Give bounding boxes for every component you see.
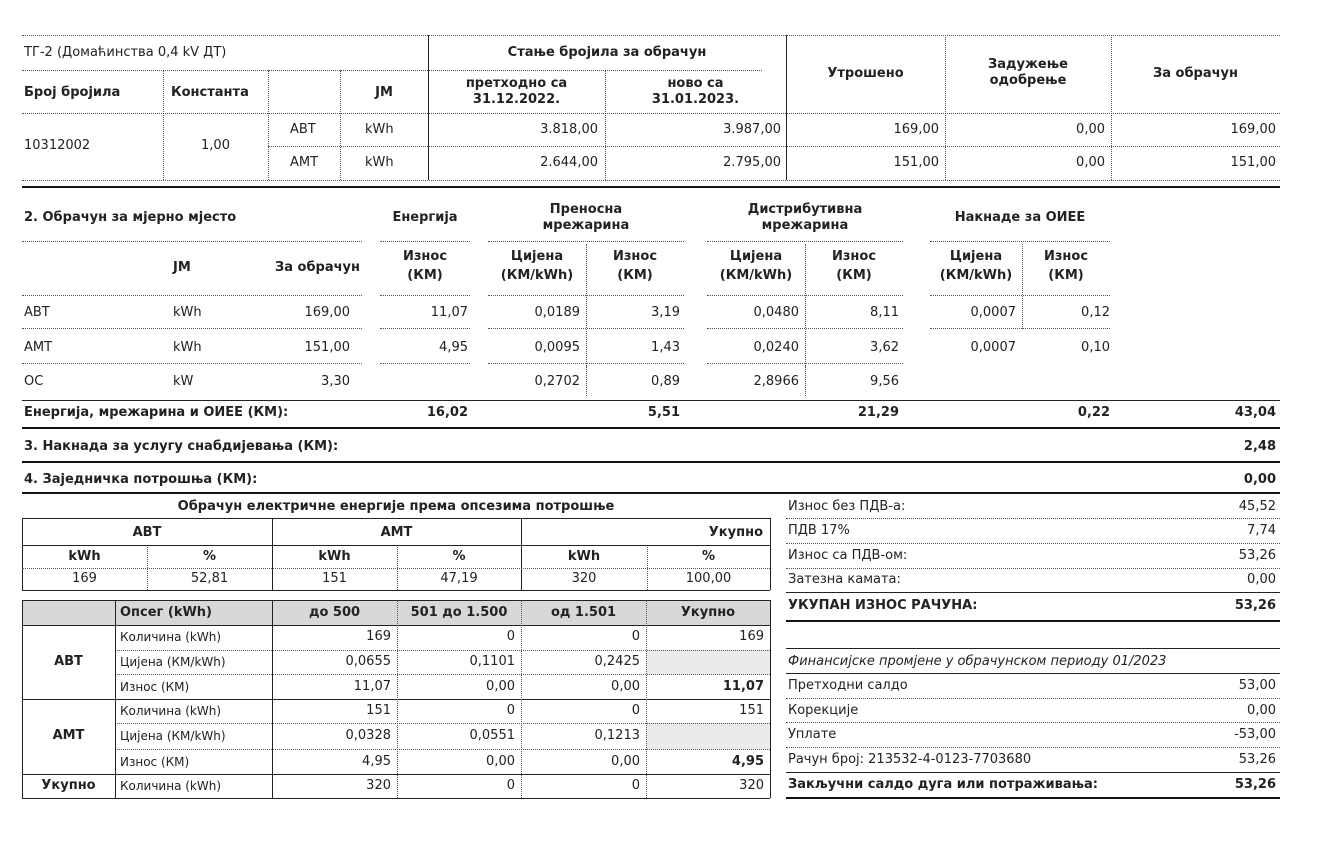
interest-value: 0,00 bbox=[1247, 572, 1276, 587]
s2-total-transmission: 5,51 bbox=[647, 405, 680, 420]
range-cell-total: 11,07 bbox=[722, 679, 764, 694]
range-cell: 0,00 bbox=[486, 679, 515, 694]
range-cell: 169 bbox=[739, 629, 764, 644]
oiee-header: Накнаде за ОИЕЕ bbox=[954, 210, 1086, 225]
pct-pct-header: % bbox=[202, 549, 217, 564]
s2-row-di-amount: 8,11 bbox=[870, 305, 899, 320]
oi-amount-unit: (КМ) bbox=[1048, 268, 1084, 283]
section-4-label: 4. Заједничка потрошња (КМ): bbox=[24, 472, 258, 487]
s2-total: 43,04 bbox=[1234, 405, 1276, 420]
range-amt-label: АМТ bbox=[52, 728, 85, 743]
s2-row-energy: 4,95 bbox=[439, 340, 468, 355]
s2-total-distribution: 21,29 bbox=[857, 405, 899, 420]
col-constant: Константа bbox=[171, 85, 249, 100]
range-cell: 0,2425 bbox=[594, 654, 640, 669]
pct-kwh-header: kWh bbox=[318, 549, 351, 564]
range-price-label: Цијена (КМ/kWh) bbox=[120, 729, 226, 743]
pct-value: 100,00 bbox=[685, 571, 732, 586]
range-cell: 0,00 bbox=[611, 754, 640, 769]
col-meter-no: Број бројила bbox=[24, 85, 121, 100]
col-charge: Задужење bbox=[988, 57, 1068, 72]
bill-number-value: 53,26 bbox=[1238, 752, 1276, 767]
range-quantity-label: Количина (kWh) bbox=[120, 704, 222, 718]
col-new: ново са bbox=[667, 76, 724, 91]
meter-constant: 1,00 bbox=[201, 138, 230, 153]
energy-header: Енергија bbox=[392, 210, 458, 225]
range-cell: 0 bbox=[631, 629, 640, 644]
section-3-label: 3. Накнада за услугу снабдијевања (КМ): bbox=[24, 439, 339, 454]
prev-balance-value: 53,00 bbox=[1238, 678, 1276, 693]
range-quantity-label: Количина (kWh) bbox=[120, 630, 222, 644]
range-header: Опсег (kWh) bbox=[120, 605, 212, 620]
section-2-title: 2. Обрачун за мјерно мјесто bbox=[24, 210, 237, 225]
corrections-value: 0,00 bbox=[1247, 703, 1276, 718]
pct-value: 52,81 bbox=[190, 571, 229, 586]
s2-row-di-price: 2,8966 bbox=[753, 374, 799, 389]
s2-row-unit: kW bbox=[173, 374, 194, 389]
net-value: 45,52 bbox=[1238, 499, 1276, 514]
s2-row-tr-amount: 1,43 bbox=[651, 340, 680, 355]
tr-amount-header: Износ bbox=[612, 249, 658, 264]
s2-total-oiee: 0,22 bbox=[1077, 405, 1110, 420]
col-charge-2: одобрење bbox=[989, 73, 1067, 88]
oi-price-header: Цијена bbox=[949, 249, 1003, 264]
final-balance-label: Закључни салдо дуга или потраживања: bbox=[788, 777, 1098, 792]
vat-label: ПДВ 17% bbox=[788, 523, 850, 538]
range-price-label: Цијена (КМ/kWh) bbox=[120, 655, 226, 669]
meter-row-charge: 0,00 bbox=[1076, 155, 1105, 170]
di-price-header: Цијена bbox=[729, 249, 783, 264]
transmission-header: Преносна bbox=[549, 202, 623, 217]
col-consumed: Утрошено bbox=[827, 66, 904, 81]
range-cell: 0 bbox=[506, 629, 515, 644]
pct-kwh-header: kWh bbox=[567, 549, 601, 564]
pct-avt-header: АВТ bbox=[132, 525, 162, 540]
oi-amount-header: Износ bbox=[1043, 249, 1089, 264]
net-label: Износ без ПДВ-а: bbox=[788, 499, 906, 514]
financial-title: Финансијске промјене у обрачунском периоду 01/2023 bbox=[788, 654, 1167, 669]
meter-number: 10312002 bbox=[24, 138, 91, 153]
range-quantity-label: Количина (kWh) bbox=[120, 779, 222, 793]
range-cell: 0,0655 bbox=[345, 654, 391, 669]
pct-value: 320 bbox=[571, 571, 597, 586]
pct-kwh-header: kWh bbox=[68, 549, 101, 564]
s2-row-oi-price: 0,0007 bbox=[970, 340, 1016, 355]
col-for-billing: За обрачун bbox=[1152, 66, 1238, 81]
meter-row-charge: 0,00 bbox=[1076, 122, 1105, 137]
vat-value: 7,74 bbox=[1247, 523, 1276, 538]
energy-amount-unit: (КМ) bbox=[407, 268, 443, 283]
meter-row-tariff: АМТ bbox=[290, 155, 319, 170]
s2-row-unit: kWh bbox=[173, 305, 202, 320]
col-previous-date: 31.12.2022. bbox=[472, 92, 561, 107]
pct-total-header: Укупно bbox=[708, 525, 763, 540]
s2-row-label: АМТ bbox=[24, 340, 53, 355]
ranges-title: Обрачун електричне енергије према опсезима потрошње bbox=[177, 499, 615, 514]
state-header: Стање бројила за обрачун bbox=[507, 45, 707, 60]
corrections-label: Корекције bbox=[788, 703, 859, 718]
gross-value: 53,26 bbox=[1238, 548, 1276, 563]
pct-pct-header: % bbox=[452, 549, 466, 564]
section-3-value: 2,48 bbox=[1243, 439, 1276, 454]
range-cell: 151 bbox=[739, 703, 764, 718]
interest-label: Затезна камата: bbox=[788, 572, 901, 587]
range-cell: 0,1213 bbox=[594, 728, 640, 743]
range-header: 501 до 1.500 bbox=[410, 605, 508, 620]
range-cell: 0 bbox=[631, 778, 640, 793]
range-cell: 320 bbox=[739, 778, 764, 793]
di-amount-header: Износ bbox=[831, 249, 877, 264]
pct-value: 169 bbox=[72, 571, 97, 586]
col-previous: претходно са bbox=[465, 76, 568, 91]
tr-price-unit: (КМ/kWh) bbox=[500, 268, 574, 283]
meter-row-consumed: 169,00 bbox=[893, 122, 939, 137]
meter-row-previous: 3.818,00 bbox=[540, 122, 598, 137]
range-header: од 1.501 bbox=[550, 605, 617, 620]
pct-value: 151 bbox=[322, 571, 347, 586]
meter-row-new: 3.987,00 bbox=[723, 122, 781, 137]
range-cell: 151 bbox=[366, 703, 391, 718]
meter-row-previous: 2.644,00 bbox=[540, 155, 598, 170]
s2-row-tr-price: 0,2702 bbox=[534, 374, 580, 389]
range-cell: 0,0551 bbox=[469, 728, 515, 743]
s2-row-di-amount: 3,62 bbox=[870, 340, 899, 355]
range-amount-label: Износ (КМ) bbox=[120, 680, 190, 694]
range-cell: 0 bbox=[506, 778, 515, 793]
oi-price-unit: (КМ/kWh) bbox=[939, 268, 1013, 283]
range-cell: 0,00 bbox=[486, 754, 515, 769]
s2-row-billing: 3,30 bbox=[321, 374, 350, 389]
meter-row-consumed: 151,00 bbox=[893, 155, 939, 170]
payments-label: Уплате bbox=[788, 727, 837, 742]
s2-row-oi-price: 0,0007 bbox=[970, 305, 1016, 320]
range-avt-label: АВТ bbox=[54, 654, 83, 669]
s2-row-oi-amount: 0,12 bbox=[1081, 305, 1110, 320]
s2-jm-header: ЈМ bbox=[173, 260, 191, 275]
meter-row-unit: kWh bbox=[365, 122, 394, 137]
s2-row-label: ОС bbox=[24, 374, 44, 389]
s2-row-billing: 169,00 bbox=[304, 305, 350, 320]
tariff-label: ТГ-2 (Домаћинства 0,4 kV ДТ) bbox=[24, 45, 227, 60]
range-cell: 320 bbox=[366, 778, 391, 793]
pct-pct-header: % bbox=[701, 549, 716, 564]
s2-row-tr-price: 0,0189 bbox=[534, 305, 580, 320]
tr-price-header: Цијена bbox=[510, 249, 564, 264]
tr-amount-unit: (КМ) bbox=[617, 268, 653, 283]
payments-value: -53,00 bbox=[1234, 727, 1276, 742]
s2-row-label: АВТ bbox=[24, 305, 50, 320]
range-cell: 0,1101 bbox=[469, 654, 515, 669]
meter-row-billing: 169,00 bbox=[1230, 122, 1276, 137]
s2-row-di-price: 0,0240 bbox=[753, 340, 799, 355]
range-cell: 0,00 bbox=[611, 679, 640, 694]
s2-row-tr-amount: 0,89 bbox=[651, 374, 680, 389]
s2-billing-header: За обрачун bbox=[274, 260, 360, 275]
s2-row-di-amount: 9,56 bbox=[870, 374, 899, 389]
s2-row-tr-amount: 3,19 bbox=[651, 305, 680, 320]
meter-row-tariff: АВТ bbox=[290, 122, 316, 137]
meter-row-unit: kWh bbox=[365, 155, 394, 170]
section-4-value: 0,00 bbox=[1243, 472, 1276, 487]
di-amount-unit: (КМ) bbox=[836, 268, 872, 283]
s2-row-billing: 151,00 bbox=[304, 340, 350, 355]
s2-row-di-price: 0,0480 bbox=[753, 305, 799, 320]
distribution-header: Дистрибутивна bbox=[747, 202, 863, 217]
range-cell: 0 bbox=[631, 703, 640, 718]
final-balance-value: 53,26 bbox=[1234, 777, 1276, 792]
transmission-header-2: мрежарина bbox=[542, 218, 630, 233]
s2-total-label: Енергија, мрежарина и ОИЕЕ (КМ): bbox=[24, 405, 289, 420]
meter-row-new: 2.795,00 bbox=[723, 155, 781, 170]
range-header: до 500 bbox=[308, 605, 361, 620]
bill-number-label: Рачун број: 213532-4-0123-7703680 bbox=[788, 752, 1032, 767]
pct-value: 47,19 bbox=[440, 571, 478, 586]
di-price-unit: (КМ/kWh) bbox=[719, 268, 793, 283]
gross-label: Износ са ПДВ-ом: bbox=[788, 548, 908, 563]
pct-amt-header: АМТ bbox=[380, 525, 413, 540]
distribution-header-2: мрежарина bbox=[761, 218, 849, 233]
range-amount-label: Износ (КМ) bbox=[120, 755, 190, 769]
prev-balance-label: Претходни салдо bbox=[788, 678, 908, 693]
s2-row-tr-price: 0,0095 bbox=[534, 340, 580, 355]
invoice-total-value: 53,26 bbox=[1234, 598, 1276, 613]
range-header: Укупно bbox=[680, 605, 736, 620]
col-unit: ЈМ bbox=[375, 85, 393, 100]
col-new-date: 31.01.2023. bbox=[651, 92, 740, 107]
s2-row-unit: kWh bbox=[173, 340, 202, 355]
range-cell: 0,0328 bbox=[345, 728, 391, 743]
range-cell: 169 bbox=[366, 629, 391, 644]
s2-row-energy: 11,07 bbox=[430, 305, 468, 320]
range-cell-total: 4,95 bbox=[731, 754, 764, 769]
range-cell: 0 bbox=[506, 703, 515, 718]
range-cell: 11,07 bbox=[353, 679, 391, 694]
range-cell: 4,95 bbox=[362, 754, 391, 769]
s2-total-energy: 16,02 bbox=[426, 405, 468, 420]
meter-row-billing: 151,00 bbox=[1230, 155, 1276, 170]
range-total-label: Укупно bbox=[41, 778, 96, 793]
s2-row-oi-amount: 0,10 bbox=[1081, 340, 1110, 355]
energy-amount-header: Износ bbox=[402, 249, 448, 264]
invoice-total-label: УКУПАН ИЗНОС РАЧУНА: bbox=[788, 598, 978, 613]
